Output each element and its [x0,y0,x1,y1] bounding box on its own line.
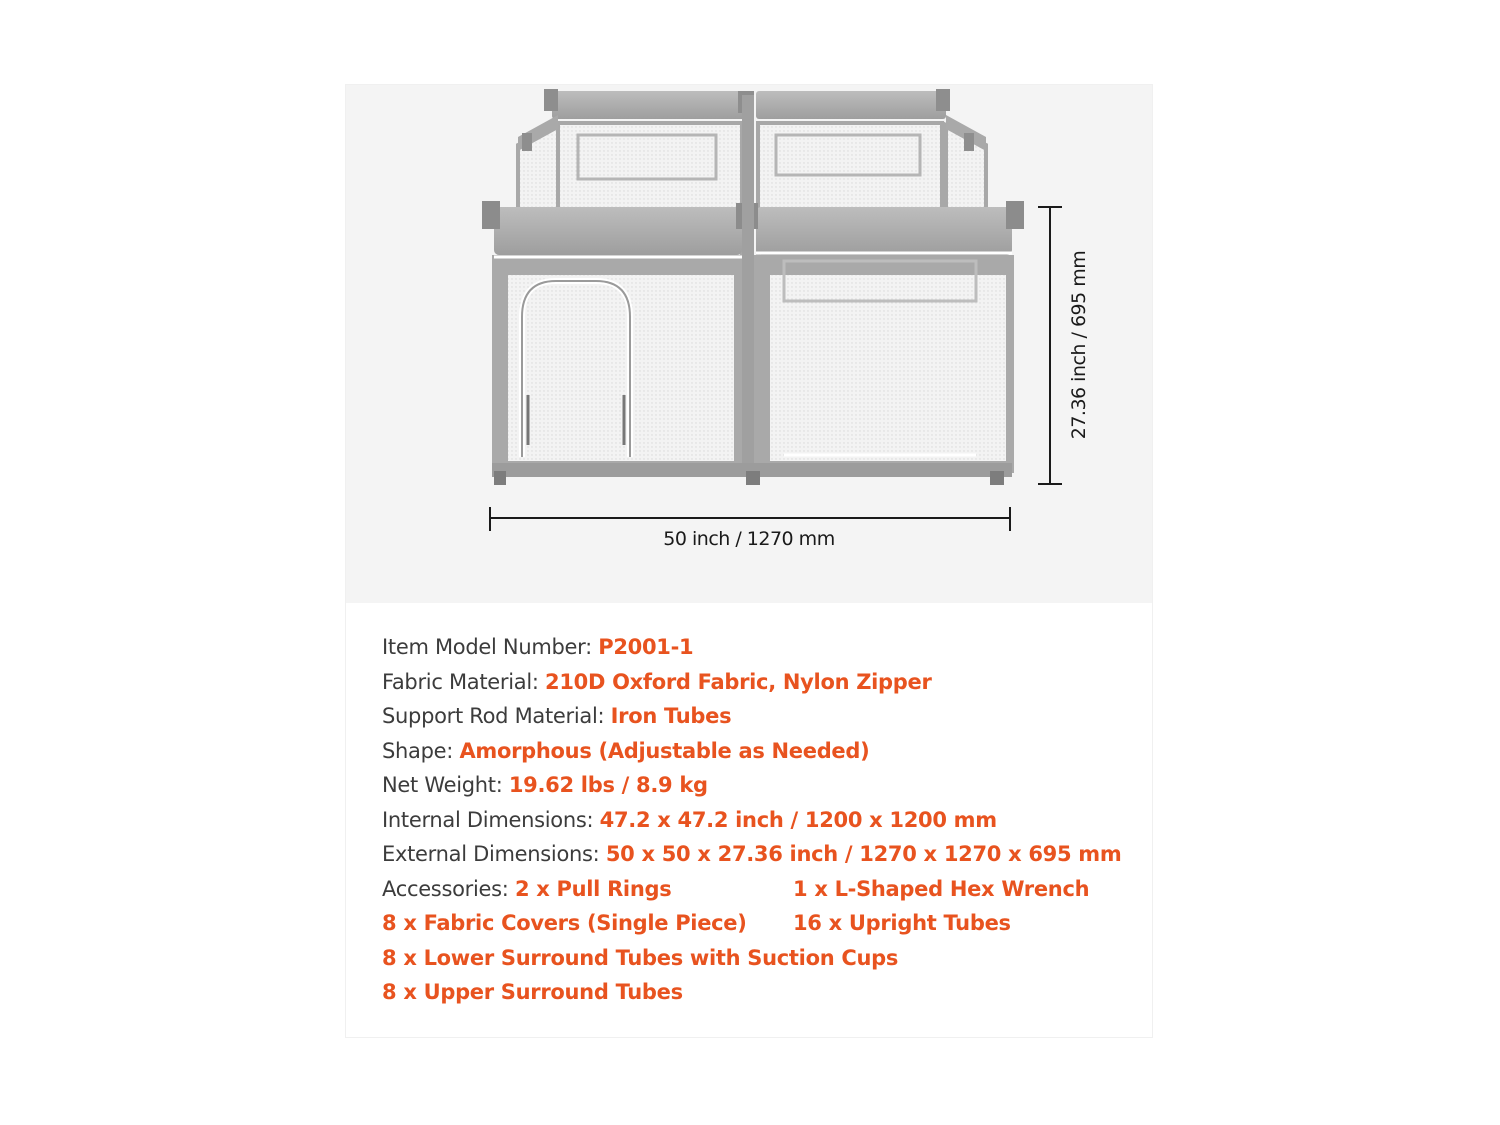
accessory-item: 2 x Pull Rings [514,876,672,901]
accessory-row [382,941,1142,976]
spec-label: External Dimensions: [382,842,600,866]
accessory-item: 8 x Upper Surround Tubes [382,980,683,1004]
spec-value: 50 x 50 x 27.36 inch / 1270 x 1270 x 695 mm [605,842,1122,866]
height-dimension-label: 27.36 inch / 695 mm [1068,250,1090,440]
spec-model-number [382,630,1142,665]
product-spec-card [346,85,1152,1037]
spec-value: 47.2 x 47.2 inch / 1200 x 1200 mm [599,807,997,832]
spec-value: Iron Tubes [610,704,732,728]
spec-label: Fabric Material: [382,669,539,694]
spec-label: Accessories: [382,876,509,901]
product-image-panel [346,85,1152,603]
spec-internal-dimensions [382,803,1142,838]
spec-list [382,630,1142,1010]
spec-label: Item Model Number: [382,635,592,659]
spec-value: 210D Oxford Fabric, Nylon Zipper [545,669,932,694]
spec-label: Shape: [382,738,454,763]
width-dimension-label: 50 inch / 1270 mm [663,528,835,550]
spec-label: Support Rod Material: [382,704,605,728]
accessory-row [382,975,1142,1010]
spec-value: P2001-1 [598,635,694,659]
accessory-item: 8 x Fabric Covers (Single Piece) [382,911,747,935]
spec-external-dimensions [382,837,1142,872]
spec-label: Internal Dimensions: [382,807,594,832]
accessory-row [382,906,1142,941]
spec-value: 19.62 lbs / 8.9 kg [508,773,708,797]
accessory-item: 16 x Upright Tubes [793,911,1011,935]
accessory-item: 1 x L-Shaped Hex Wrench [793,876,1090,901]
spec-support-rod-material [382,699,1142,734]
spec-label: Net Weight: [382,773,503,797]
spec-accessories [382,872,1142,907]
spec-fabric-material [382,665,1142,700]
spec-value: Amorphous (Adjustable as Needed) [459,738,870,763]
spec-shape [382,734,1142,769]
accessory-item: 8 x Lower Surround Tubes with Suction Cups [382,945,899,970]
spec-net-weight [382,768,1142,803]
playpen-illustration [346,85,1152,603]
